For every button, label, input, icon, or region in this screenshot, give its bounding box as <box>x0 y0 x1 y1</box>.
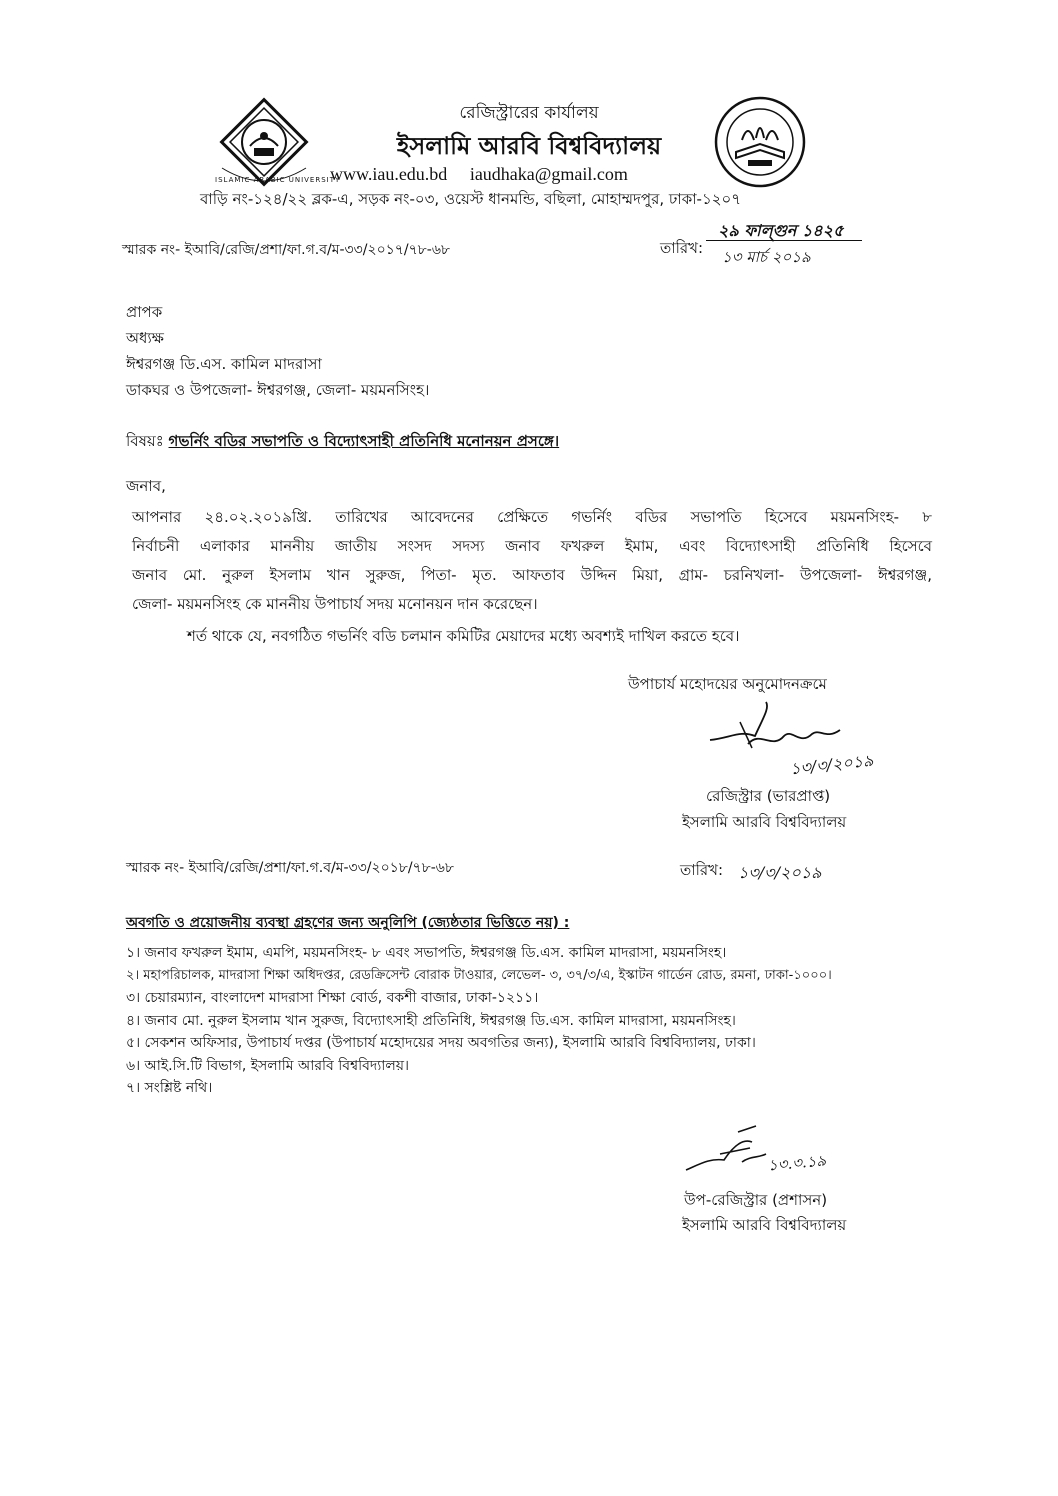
cc-item: ৬। আই.সি.টি বিভাগ, ইসলামি আরবি বিশ্ববিদ্যালয়। <box>126 1057 410 1074</box>
body-line: আপনার ২৪.০২.২০১৯খ্রি. তারিখের আবেদনের প্রেক্ষিতে গভর্নিং বডির সভাপতি হিসেবে ময়মনসিংহ- ৮ <box>132 508 932 526</box>
date-divider <box>706 240 862 241</box>
registrar-office-label: রেজিস্ট্রারের কার্যালয় <box>459 103 599 123</box>
signature2-designation: উপ-রেজিস্ট্রার (প্রশাসন) <box>684 1191 828 1209</box>
university-name: ইসলামি আরবি বিশ্ববিদ্যালয় <box>396 132 662 160</box>
cc-heading: অবগতি ও প্রয়োজনীয় ব্যবস্থা গ্রহণের জন্য অনুলিপি (জ্যেষ্ঠতার ভিত্তিতে নয়) : <box>126 915 570 931</box>
signature2-date: ১৩.৩.১৯ <box>767 1151 827 1175</box>
salutation: জনাব, <box>126 477 166 495</box>
date-label: তারিখ: <box>660 239 704 257</box>
memo2-date-label: তারিখ: <box>680 861 724 879</box>
body-line: জেলা- ময়মনসিংহ কে মাননীয় উপাচার্য সদয় মনোনয়ন দান করেছেন। <box>132 595 538 613</box>
memo-reference: স্মারক নং- ইআবি/রেজি/প্রশা/ফা.গ.ব/ম-৩৩/২০১৭/৭৮-৬৮ <box>122 242 451 258</box>
subject-text: গভর্নিং বডির সভাপতি ও বিদ্যোৎসাহী প্রতিনিধি মনোনয়ন প্রসঙ্গে। <box>168 432 560 450</box>
signature1-designation: রেজিস্ট্রার (ভারপ্রাপ্ত) <box>706 787 831 805</box>
address-line: বাড়ি নং-১২৪/২২ ব্লক-এ, সড়ক নং-০৩, ওয়েস্ট ধানমন্ডি, বছিলা, মোহাম্মদপুর, ঢাকা-১২০৭ <box>200 190 741 208</box>
contact-line <box>330 164 646 185</box>
cc-list <box>126 942 832 1100</box>
signature1-date: ১৩/৩/২০১৯ <box>789 750 875 779</box>
condition-paragraph: শর্ত থাকে যে, নবগঠিত গভর্নিং বডি চলমান কমিটির মেয়াদের মধ্যে অবশ্যই দাখিল করতে হবে। <box>187 627 740 645</box>
subject-label: বিষয়ঃ <box>126 432 164 450</box>
cc-item: ৫। সেকশন অফিসার, উপাচার্য দপ্তর (উপাচার্য মহোদয়ের সদয় অবগতির জন্য), ইসলামি আরবি বিশ্ববিদ্যালয়, ঢাকা। <box>126 1035 756 1051</box>
cc-item: ৩। চেয়ারম্যান, বাংলাদেশ মাদরাসা শিক্ষা বোর্ড, বকশী বাজার, ঢাকা-১২১১। <box>126 990 539 1006</box>
subject-line <box>126 431 559 451</box>
signature2-organization: ইসলামি আরবি বিশ্ববিদ্যালয় <box>682 1216 847 1234</box>
cc-item: ৭। সংশ্লিষ্ট নথি। <box>126 1080 213 1096</box>
recipient-organization: ঈশ্বরগঞ্জ ডি.এস. কামিল মাদরাসা <box>126 355 322 373</box>
body-line: নির্বাচনী এলাকার মাননীয় জাতীয় সংসদ সদস্য জনাব ফখরুল ইমাম, এবং বিদ্যোৎসাহী প্রতিনিধি হিসেবে <box>132 537 932 555</box>
cc-item: ১। জনাব ফখরুল ইমাম, এমপি, ময়মনসিংহ- ৮ এবং সভাপতি, ঈশ্বরগঞ্জ ডি.এস. কামিল মাদরাসা, ময়মনসিংহ। <box>126 945 727 961</box>
left-logo-caption: ISLAMIC ARABIC UNIVERSITY <box>215 176 341 184</box>
memo2-reference: স্মারক নং- ইআবি/রেজি/প্রশা/ফা.গ.ব/ম-৩৩/২০১৮/৭৮-৬৮ <box>126 860 454 876</box>
recipient-label: প্রাপক <box>126 303 163 321</box>
memo2-date-handwritten: ১৩/৩/২০১৯ <box>738 863 822 882</box>
signature1-organization: ইসলামি আরবি বিশ্ববিদ্যালয় <box>682 813 847 831</box>
recipient-address: ডাকঘর ও উপজেলা- ঈশ্বরগঞ্জ, জেলা- ময়মনসিংহ। <box>126 381 430 399</box>
cc-item: ২। মহাপরিচালক, মাদরাসা শিক্ষা অধিদপ্তর, রেডক্রিসেন্ট বোরাক টাওয়ার, লেভেল- ৩, ৩৭/৩/এ, ইস্কাটন গার্ডেন রোড, রমনা, ঢাকা-১০০০। <box>126 967 832 983</box>
body-line: জনাব মো. নুরুল ইসলাম খান সুরুজ, পিতা- মৃত. আফতাব উদ্দিন মিয়া, গ্রাম- চরনিখলা- উপজেলা- ঈশ্বরগঞ্জ, <box>132 566 932 584</box>
date-bangla-handwritten: ২৯ ফাল্গুন ১৪২৫ <box>718 221 844 240</box>
website-link[interactable]: www.iau.edu.bd <box>330 164 448 184</box>
recipient-title: অধ্যক্ষ <box>126 329 164 347</box>
body-paragraph <box>132 503 932 619</box>
email-link[interactable]: iaudhaka@gmail.com <box>469 164 628 184</box>
cc-item: ৪। জনাব মো. নুরুল ইসলাম খান সুরুজ, বিদ্যোৎসাহী প্রতিনিধি, ঈশ্বরগঞ্জ ডি.এস. কামিল মাদরাসা, ময়মনসিংহ। <box>126 1012 736 1029</box>
approval-note: উপাচার্য মহোদয়ের অনুমোদনক্রমে <box>628 675 827 693</box>
date-english-handwritten: ১৩ মার্চ ২০১৯ <box>722 248 811 266</box>
